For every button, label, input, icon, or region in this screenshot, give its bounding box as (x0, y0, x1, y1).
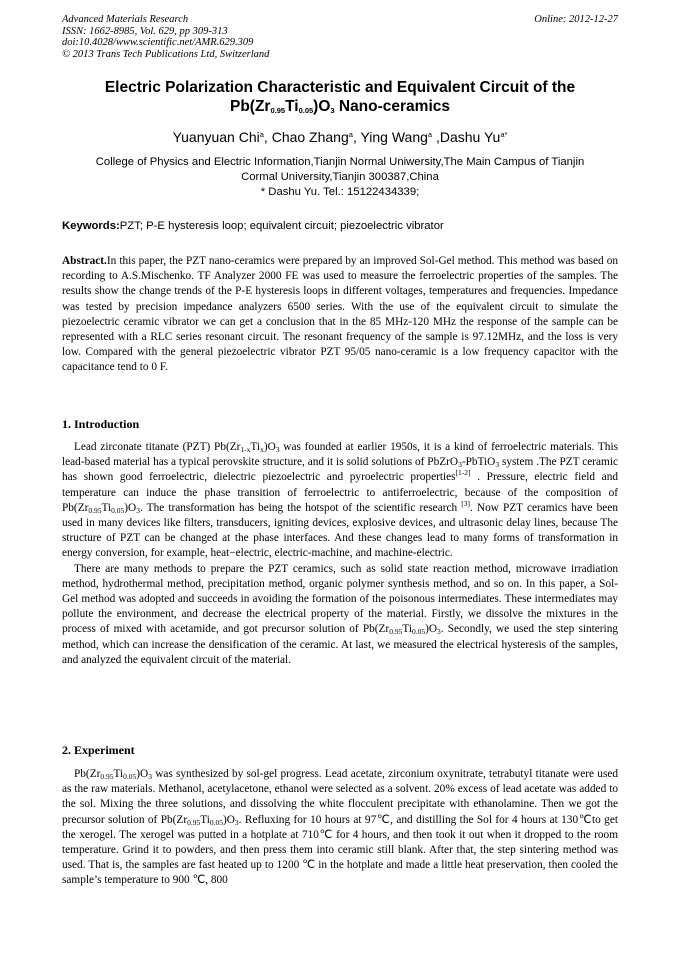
online-date: Online: 2012-12-27 (534, 14, 618, 25)
author-affiliation-mark: a (348, 130, 353, 139)
keywords-label: Keywords: (62, 220, 120, 232)
introduction-body (62, 440, 618, 668)
author-name: Ying Wang (360, 129, 428, 145)
title-line-2: $Pb(Zr_{0.95}Ti_{0.05})O_3$ Nano-ceramics (229, 98, 451, 115)
citation: [3] (461, 498, 470, 508)
paper-title (62, 78, 618, 116)
author-affiliation-mark: a* (500, 130, 508, 139)
section-heading-introduction: 1. Introduction (62, 417, 140, 431)
keywords (62, 219, 618, 233)
author-name: Yuanyuan Chi (172, 129, 260, 145)
affiliation (62, 155, 618, 200)
issn-line: ISSN: 1662-8985, Vol. 629, pp 309-313 (62, 25, 228, 37)
copyright-line: © 2013 Trans Tech Publications Ltd, Switzerland (62, 48, 270, 60)
abstract-label: Abstract. (62, 255, 107, 267)
introduction-paragraph-1: Lead zirconate titanate (PZT) $Pb(Zr_{1-x}Ti_x)O_3$ was founded at earlier 1950s, it is a kind of ferroelectric materials. This lead-based material has a typical perovskite structure, and it is solid solutions of PbZrO$_3$-PbTiO$_3$ system .The PZT ceramic has shown good ferroelectric, dielectric piezoelectric and pyroelectric properties[1-2] . Pressure, electric field and temperature can induce the phase transition of ferroelectric to antiferroelectric, because of the composition of $Pb(Zr_{0.95}Ti_{0.05})O_3$. The transformation has being the hotspot of the scientific research [3]. Now PZT ceramics have been used in many devices like filters, transducers, igniting devices, explosive devices, and ultrasonic delay lines, because The structure of PZT can be changed at the phase interfaces. And these changes lead to many forms of transformation in energy conversion, for example, heat−electric, electric-machine, and machine-electric. (62, 441, 618, 560)
author-affiliation-mark: a (259, 130, 264, 139)
abstract (62, 254, 618, 376)
affiliation-line: College of Physics and Electric Information,Tianjin Normal Uniwersity,The Main Campus of Tianjin (95, 156, 585, 168)
title-line-1: Electric Polarization Characteristic and Equivalent Circuit of the (104, 79, 576, 96)
citation: [1-2] (455, 468, 471, 478)
corresponding-author: * Dashu Yu. Tel.: 15122434339; (260, 186, 420, 198)
introduction-paragraph-2: There are many methods to prepare the PZT ceramics, such as solid state reaction method, microwave irradiation method, hydrothermal method, precipitation method, organic polymer synthesis method, and so on. In this paper, a Sol-Gel method was adopted and succeeds in avoiding the formation of the poisonous intermediates. These intermediates may pollute the environment, and decrease the electrical property of the material. Firstly, we dissolve the mixtures in the process of mixed with acetamide, and got precursor solution of $Pb(Zr_{0.95}Ti_{0.05})O_3$. Secondly, we used the step sintering method, which can increase the densification of the ceramic. At last, we measured the electrical hysteresis of the samples, and analyzed the equivalent circuit of the material. (62, 562, 618, 666)
doi-line: doi:10.4028/www.scientific.net/AMR.629.309 (62, 37, 254, 48)
experiment-paragraph-1: $Pb(Zr_{0.95}Ti_{0.05})O_3$ was synthesized by sol-gel progress. Lead acetate, zirconium oxynitrate, tetrabutyl titanate were used as the raw materials. Methanol, acetylacetone, ethanol were selected as a solvent. 20% excess of lead acetate was added to the sol. Mixing the three solutions, and dissolving the white flocculent precipitate with ethanolamine. Then we got the precursor solution of $Pb(Zr_{0.95}Ti_{0.05})O_3$. Refluxing for 10 hours at 97℃, and distilling the Sol for 4 hours at 130℃to get the xerogel. The xerogel was putted in a hotplate at 710℃ for 4 hours, and then took it out when it dropped to the room temperature. Grind it to powders, and then press them into ceramic still blank. After that, the step sintering method was used. That is, the samples are fast heated up to 1200 ℃ in the hotplate and made a little heat preservation, then cooled the sample’s temperature to 900 ℃, 800 (62, 768, 618, 887)
author-list: Yuanyuan Chi$^a$, Chao Zhang$^a$, Ying Wang$^a$ ,Dashu $Yu^{a*}$ (172, 129, 508, 145)
author-affiliation-mark: a (427, 130, 433, 139)
abstract-text: In this paper, the PZT nano-ceramics were prepared by an improved Sol-Gel method. This method was based on recording to A.S.Mischenko. TF Analyzer 2000 FE was used to measure the ferroelectric properties of the samples. The results show the change trends of the P-E hysteresis loops in different voltages, temperatures and frequencies. Impedance was tested by precision impedance analyzers 6500 series. With the use of the equivalent circuit to simulate the piezoelectric ceramic vibrator we can get a conclusion that in the 85 MHz-120 MHz the response of the sample can be represented with a RLC series resonant circuit. The resonant frequency of the sample is 97.12MHz, and the loss is very low. Compared with the general piezoelectric vibrator PZT 95/05 nano-ceramic is a low frequency capacitor with the capacitance tend to 0 F. (62, 255, 618, 374)
author-name: Chao Zhang (271, 129, 349, 145)
journal-header (62, 14, 618, 60)
journal-name: Advanced Materials Research (62, 14, 189, 25)
section-heading-experiment: 2. Experiment (62, 743, 135, 757)
experiment-body (62, 767, 618, 889)
author-name: Dashu Yu (439, 129, 501, 145)
keywords-text: PZT; P-E hysteresis loop; equivalent circuit; piezoelectric vibrator (119, 220, 444, 232)
affiliation-line: Cormal University,Tianjin 300387,China (241, 171, 439, 183)
